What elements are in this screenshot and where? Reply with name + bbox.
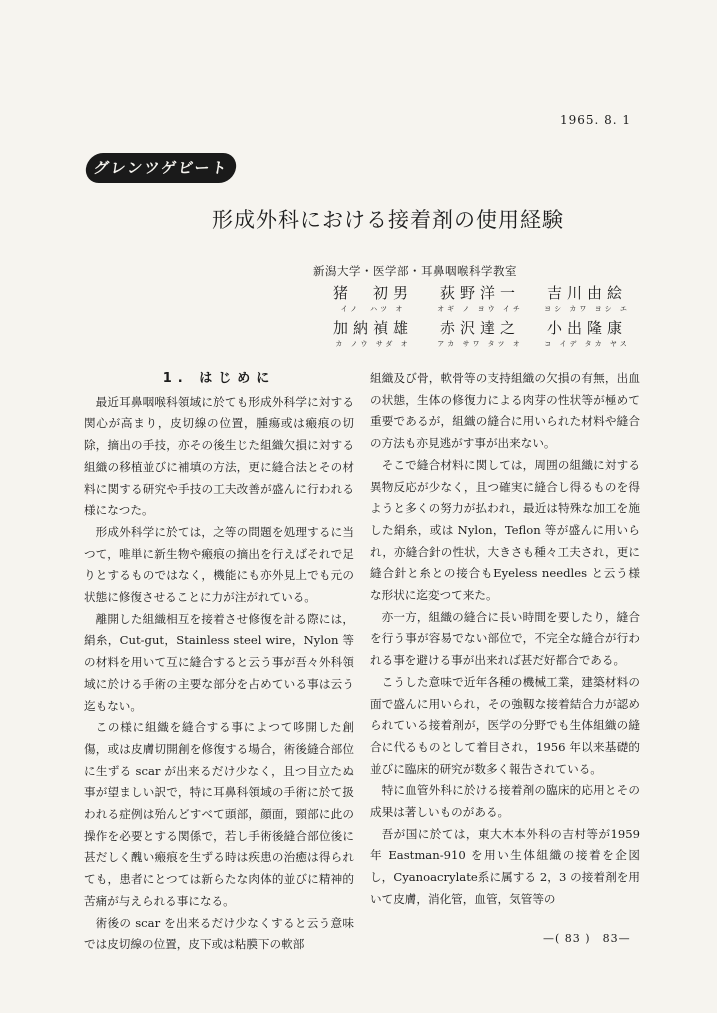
page-number: —( 83 ) 83— — [543, 932, 631, 945]
paragraph: 吾が国に於ては，東大木本外科の吉村等が1959 年 Eastman-910 を用い生体組織の接着を企図し，Cyanoacrylate系に属する 2，3 の接着剤を用いて皮膚，消化管，血管，気管等の — [370, 826, 640, 906]
author-name: 赤沢達之 — [439, 319, 520, 337]
paragraph: 特に血管外科に於ける接着剤の臨床的応用とその成果は著しいものがある。 — [370, 783, 640, 820]
author-name: 加納禎雄 — [332, 319, 413, 337]
author-kana: カ ノウ サダ オ — [335, 340, 411, 348]
author-name: 吉川由絵 — [546, 284, 627, 302]
article-title: 形成外科における接着剤の使用経験 — [212, 208, 564, 232]
paragraph: 最近耳鼻咽喉科領域に於ても形成外科学に対する関心が高まり，皮切線の位置，腫瘍或は瘢痕の切除，摘出の手技，亦その後生じた組織欠損に対する組織の移植並びに補填の方法，更に縫合法とその材料に関する研究や手技の工夫改善が盛んに行われる様になつた。 — [84, 394, 354, 518]
author-kana: コ イデ タカ ヤス — [544, 340, 630, 348]
author-name: 荻野洋一 — [439, 284, 520, 302]
paragraph: そこで縫合材料に関しては，周囲の組織に対する異物反応が少なく，且つ確実に縫合し得るものを得ようと多くの努力が払われ，最近は特殊な加工を施した絹糸，或は Nylon，Teflon 等が盛んに用いられ，亦縫合針の性状，大きさも種々工夫され，更に縫合針と糸との接合もEyeless needles と云う様な形状に迄変つて来た。 — [370, 457, 640, 603]
author-kana: イノ ハツ オ — [340, 305, 406, 313]
paragraph: この様に組織を縫合する事によつて哆開した創傷，或は皮膚切開創を修復する場合，術後縫合部位に生ずる scar が出来るだけ少なく，且つ目立たぬ事が望ましい訳で，特に耳鼻科領域の手術に於て扱われる症例は殆んどすべて頭部，顔面，頸部に此の操作を必要とする関係で，若し手術後縫合部位後に甚だしく醜い瘢痕を生ずる時は疾患の治癒は得られても，患者にとつては新らたな肉体的並びに精神的苦痛が与えられる事になる。 — [84, 720, 354, 908]
author-name: 小出隆康 — [546, 319, 627, 337]
author-kana: アカ サワ タツ オ — [437, 340, 523, 348]
author-name: 猪 初男 — [332, 284, 413, 302]
affiliation: 新潟大学・医学部・耳鼻咽喉科学教室 — [313, 264, 517, 278]
paragraph: こうした意味で近年各種の機械工業，建築材料の面で盛んに用いられ，その強靱な接着結合力が認められている接着剤が，医学の分野でも生体組織の縫合に代るものとして着目され，1956 年以来基礎的並びに臨床的研究が数多く報告されている。 — [370, 674, 640, 776]
section-heading: 1. はじめに — [162, 371, 276, 386]
left-column — [84, 368, 354, 956]
author — [318, 317, 428, 349]
author — [425, 282, 535, 314]
author — [425, 317, 535, 349]
series-tag: グレンツゲビート — [84, 153, 238, 183]
author — [318, 282, 428, 314]
author — [532, 282, 642, 314]
paragraph: 形成外科学に於ては，之等の問題を処理するに当つて，唯単に新生物や瘢痕の摘出を行えばそれで足りとするものではなく，機能にも亦外見上でも元の状態に修復させることに力が注がれている。 — [84, 524, 354, 605]
paragraph: 組織及び骨，軟骨等の支持組織の欠損の有無，出血の状態，生体の修復力による肉芽の性状等が極めて重要であるが，組織の縫合に用いられた材料や縫合の方法も亦見逃がす事が出来ない。 — [370, 371, 640, 451]
author — [532, 317, 642, 349]
paragraph: 亦一方，組織の縫合に長い時間を要したり，縫合を行う事が容易でない部位で，不完全な縫合が行われる事を避ける事が出来れば甚だ好都合である。 — [370, 609, 640, 668]
paragraph: 離開した組織相互を接着させ修復を計る際には，絹糸，Cut-gut，Stainless steel wire，Nylon 等の材料を用いて互に縫合すると云う事が吾々外科領域に於ける手術の主要な部分を占めている事は云う迄もない。 — [84, 611, 354, 713]
issue-date: 1965. 8. 1 — [560, 113, 632, 127]
right-column — [370, 368, 640, 911]
author-kana: オギ ノ ヨウ イチ — [437, 305, 523, 313]
paragraph: 術後の scar を出来るだけ少なくすると云う意味では皮切線の位置，皮下或は粘膜下の軟部 — [84, 915, 354, 952]
author-kana: ヨシ カワ ヨシ エ — [544, 305, 630, 313]
